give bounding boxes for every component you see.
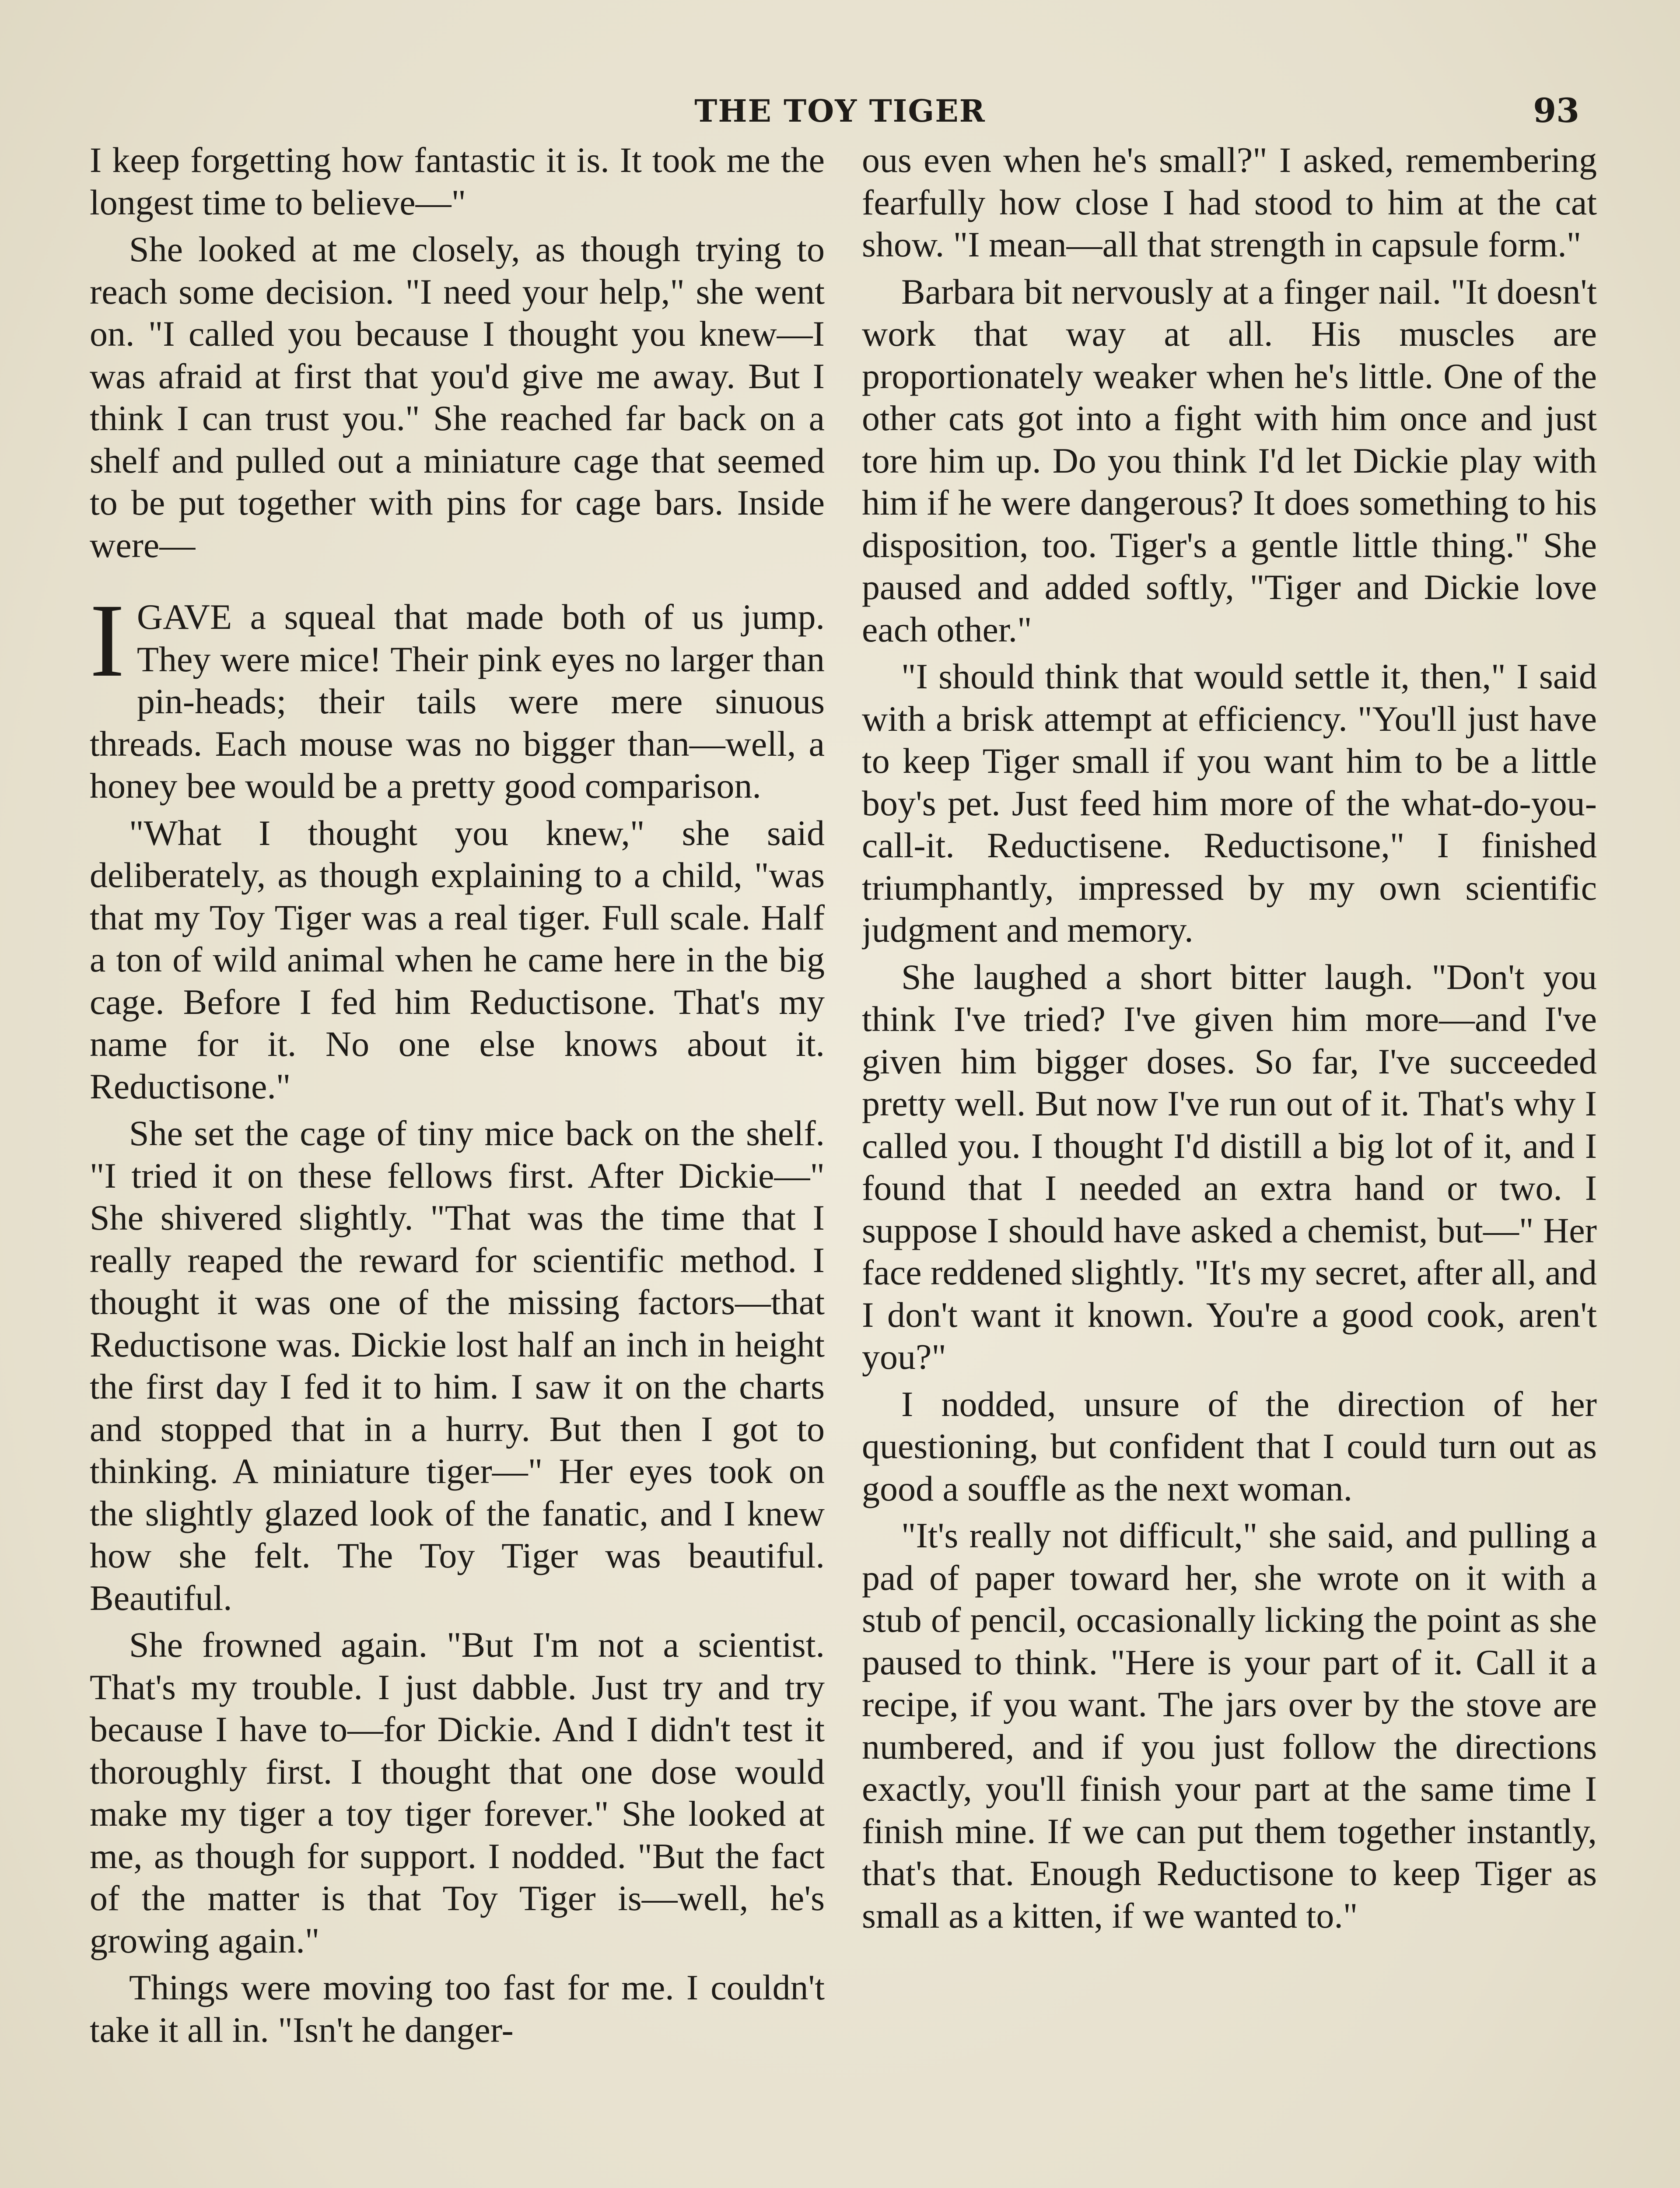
drop-cap-paragraph xyxy=(90,582,825,807)
paragraph: I nodded, unsure of the direction of her questioning, but confident that I could turn out as good a souffle as the next woman. xyxy=(862,1384,1597,1508)
paragraph: "I should think that would settle it, then," I said with a brisk attempt at efficiency. "You'll just have to keep Tiger small if you want him to be a little boy's pet. Just feed him more of the what-do-you-call-it. Reductisene. Reductisone," I finished triumphantly, impressed by my own scientific judgment and memory. xyxy=(862,656,1597,950)
paragraph: Things were moving too fast for me. I couldn't take it all in. "Isn't he danger- xyxy=(90,1967,825,2050)
paragraph: Barbara bit nervously at a finger nail. "It doesn't work that way at all. His muscles are proportionately weaker when he's little. One of the other cats got into a fight with him once and just tore him up. Do you think I'd let Dickie play with him if he were dangerous? It does something to his disposition, too. Tiger's a gentle little thing." She paused and added softly, "Tiger and Dickie love each other." xyxy=(862,271,1597,649)
paragraph: She set the cage of tiny mice back on the shelf. "I tried it on these fellows first. After Dickie—" She shivered slightly. "That was the time that I really reaped the reward for scientific method. I thought it was one of the missing factors—that Reductisone was. Dickie lost half an inch in height the first day I fed it to him. I saw it on the charts and stopped that in a hurry. But then I got to thinking. A miniature tiger—" Her eyes took on the slightly glazed look of the fanatic, and I knew how she felt. The Toy Tiger was beautiful. Beautiful. xyxy=(90,1113,825,1618)
page-number: 93 xyxy=(1533,91,1579,130)
paragraph-text: GAVE a squeal that made both of us jump. They were mice! Their pink eyes no larger than pin-heads; their tails were mere sinuous threads. Each mouse was no bigger than—well, a honey bee would be a pretty good comparison. xyxy=(90,597,825,806)
running-head xyxy=(0,88,1680,140)
paragraph: She frowned again. "But I'm not a scientist. That's my trouble. I just dabble. Just try and try because I have to—for Dickie. And I didn't test it thoroughly first. I thought that one dose would make my tiger a toy tiger forever." She looked at me, as though for support. I nodded. "But the fact of the matter is that Toy Tiger is—well, he's growing again." xyxy=(90,1625,825,1960)
right-column xyxy=(862,139,1597,2188)
paragraph: I keep forgetting how fantastic it is. It took me the longest time to believe—" xyxy=(90,140,825,222)
drop-cap-letter: I xyxy=(90,582,125,698)
paragraph: ous even when he's small?" I asked, remembering fearfully how close I had stood to him at the cat show. "I mean—all that strength in capsule form." xyxy=(862,140,1597,264)
running-title: THE TOY TIGER xyxy=(694,93,986,129)
paragraph: She laughed a short bitter laugh. "Don't you think I've tried? I've given him more—and I've given him bigger doses. So far, I've succeeded pretty well. But now I've run out of it. That's why I called you. I thought I'd distill a big lot of it, and I found that I needed an extra hand or two. I suppose I should have asked a chemist, but—" Her face reddened slightly. "It's my secret, after all, and I don't want it known. You're a good cook, aren't you?" xyxy=(862,957,1597,1377)
left-column xyxy=(90,139,825,2188)
paragraph: She looked at me closely, as though trying to reach some decision. "I need your help," she went on. "I called you because I thought you knew—I was afraid at first that you'd give me away. But I think I can trust you." She reached far back on a shelf and pulled out a miniature cage that seemed to be put together with pins for cage bars. Inside were— xyxy=(90,229,825,565)
paragraph: "It's really not difficult," she said, and pulling a pad of paper toward her, she wrote on it with a stub of pencil, occasionally licking the point as she paused to think. "Here is your part of it. Call it a recipe, if you want. The jars over by the stove are numbered, and if you just follow the directions exactly, you'll finish your part at the same time I finish mine. If we can put them together instantly, that's that. Enough Reductisone to keep Tiger as small as a kitten, if we wanted to." xyxy=(862,1515,1597,1936)
paragraph: "What I thought you knew," she said deliberately, as though explaining to a child, "was that my Toy Tiger was a real tiger. Full scale. Half a ton of wild animal when he came here in the big cage. Before I fed him Reductisone. That's my name for it. No one else knows about it. Reductisone." xyxy=(90,813,825,1106)
